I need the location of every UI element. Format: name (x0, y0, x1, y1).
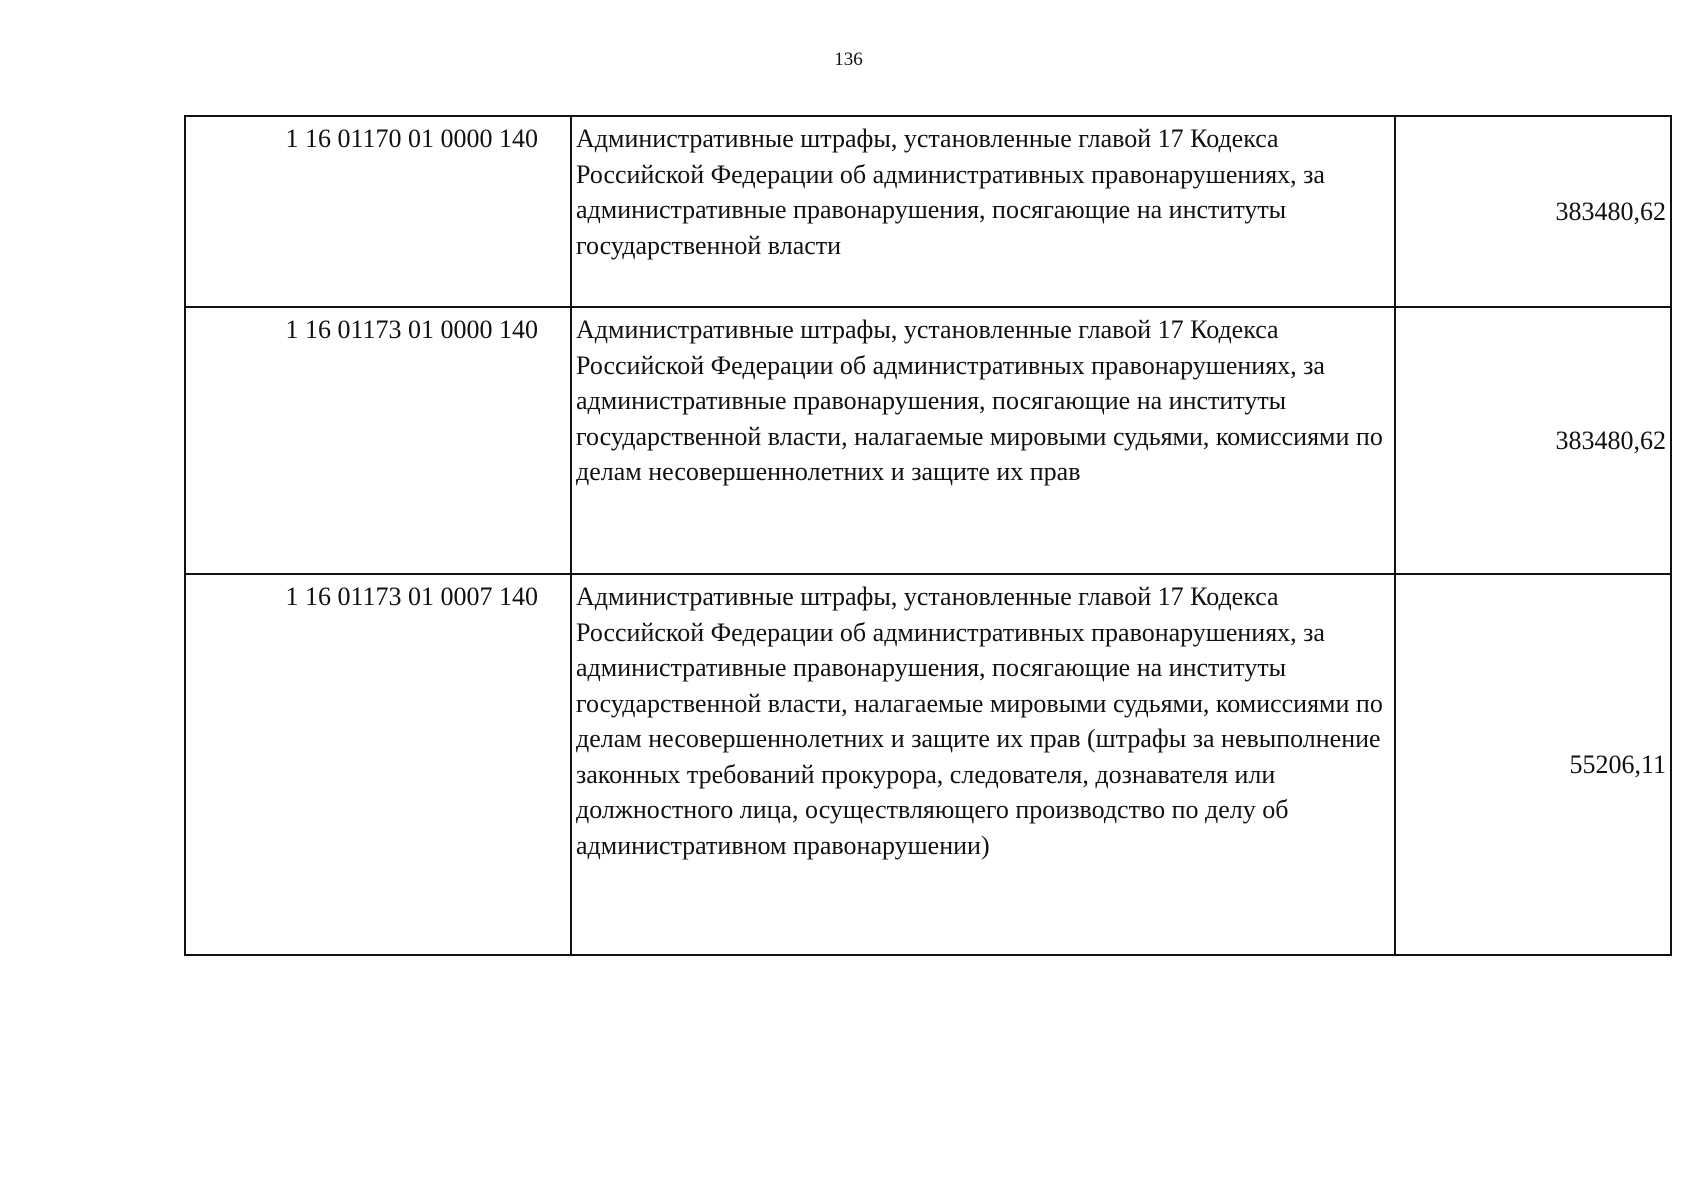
description-cell: Административные штрафы, установленные главой 17 Кодекса Российской Федерации об административных правонарушениях, за административные правонарушения, посягающие на институты государственной власти, налагаемые мировыми судьями, комиссиями по делам несовершеннолетних и защите их прав (штрафы за невыполнение законных требований прокурора, следователя, дознавателя или должностного лица, осуществляющего производство по делу об административном правонарушении) (571, 574, 1395, 955)
table-row (185, 116, 1671, 307)
amount-cell: 383480,62 (1395, 307, 1671, 574)
budget-code-cell: 1 16 01170 01 0000 140 (185, 116, 571, 307)
amount-cell: 383480,62 (1395, 116, 1671, 307)
table-row (185, 307, 1671, 574)
table-row (185, 574, 1671, 955)
budget-table (184, 115, 1672, 956)
description-cell: Административные штрафы, установленные главой 17 Кодекса Российской Федерации об административных правонарушениях, за административные правонарушения, посягающие на институты государственной власти (571, 116, 1395, 307)
budget-code-cell: 1 16 01173 01 0007 140 (185, 574, 571, 955)
amount-cell: 55206,11 (1395, 574, 1671, 955)
page-number: 136 (834, 49, 863, 70)
description-cell: Административные штрафы, установленные главой 17 Кодекса Российской Федерации об административных правонарушениях, за административные правонарушения, посягающие на институты государственной власти, налагаемые мировыми судьями, комиссиями по делам несовершеннолетних и защите их прав (571, 307, 1395, 574)
budget-code-cell: 1 16 01173 01 0000 140 (185, 307, 571, 574)
